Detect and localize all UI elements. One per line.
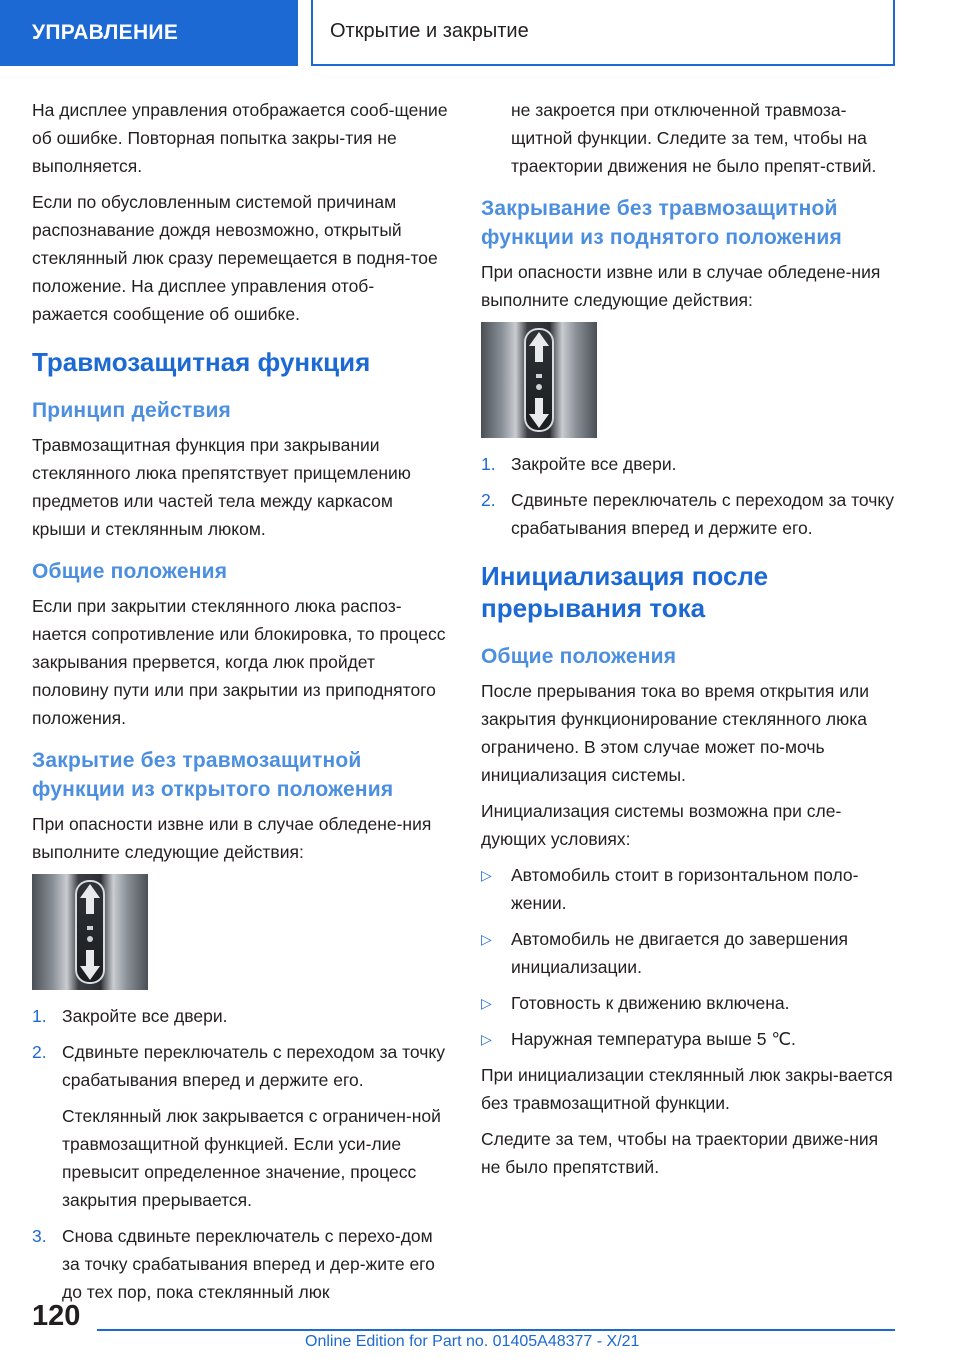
page-number: 120	[32, 1300, 81, 1332]
bullet-text: Готовность к движению включена.	[511, 993, 790, 1013]
paragraph: Инициализация системы возможна при сле-дующих условиях:	[481, 801, 842, 849]
bullet-arrow-icon: ▷	[481, 867, 492, 883]
edition-text: Online Edition for Part no. 01405A48377 - X/21	[305, 1333, 640, 1350]
step-text: Снова сдвиньте переключатель с перехо-дом за точку срабатывания вперед и дер-жите его до тех пор, пока стеклянный люк	[62, 1226, 435, 1302]
sunroof-switch-image	[481, 322, 597, 438]
step-item	[481, 450, 895, 478]
paragraph: На дисплее управления отображается сооб-щение об ошибке. Повторная попытка закры-тия не выполняется.	[32, 100, 448, 176]
step-number: 1.	[32, 1006, 47, 1026]
chapter-title: Открытие и закрытие	[330, 20, 529, 42]
subsection-heading: Принцип действия	[32, 399, 232, 422]
paragraph: При опасности извне или в случае обледене-ния выполните следующие действия:	[481, 262, 881, 310]
step-text: Сдвиньте переключатель с переходом за точку срабатывания вперед и держите его.	[62, 1042, 446, 1090]
paragraph: Травмозащитная функция при закрывании стеклянного люка препятствует прищемлению предметов или частей тела между каркасом крыши и стеклянным люком.	[32, 435, 411, 539]
step-text: Сдвиньте переключатель с переходом за точку срабатывания вперед и держите его.	[511, 490, 895, 538]
left-column	[32, 96, 450, 1314]
step-number: 2.	[481, 490, 496, 510]
step-number: 1.	[481, 454, 496, 474]
bullet-item	[481, 989, 895, 1017]
paragraph: Если при закрытии стеклянного люка распоз-нается сопротивление или блокировка, то процесс закрывания прервется, когда люк пройдет половину пути или при закрытии из приподнятого положения.	[32, 596, 446, 728]
bullet-arrow-icon: ▷	[481, 931, 492, 947]
right-column	[481, 96, 895, 1189]
paragraph: При инициализации стеклянный люк закры-вается без травмозащитной функции.	[481, 1065, 893, 1113]
step-text: Закройте все двери.	[62, 1006, 228, 1026]
bullet-text: Автомобиль не двигается до завершения инициализации.	[511, 929, 849, 977]
bullet-item	[481, 1025, 895, 1053]
subsection-heading: Общие положения	[32, 560, 228, 583]
subsection-heading: Общие положения	[481, 645, 677, 668]
step-number: 2.	[32, 1042, 47, 1062]
section-header: УПРАВЛЕНИЕ	[0, 0, 298, 66]
bullet-text: Наружная температура выше 5 ℃.	[511, 1029, 796, 1049]
bullet-item	[481, 925, 895, 981]
step-item	[32, 1222, 450, 1306]
step-item	[32, 1038, 450, 1094]
chapter-header	[311, 0, 895, 66]
sunroof-switch-image	[32, 874, 148, 990]
section-heading: Инициализация после прерывания тока	[481, 561, 769, 623]
paragraph: Если по обусловленным системой причинам распознавание дождя невозможно, открытый стеклянный люк сразу перемещается в подня-тое положение. На дисплее управления отоб-ражается сообщение об ошибке.	[32, 192, 438, 324]
subsection-heading: Закрывание без травмозащитной функции из поднятого положения	[481, 197, 842, 249]
step-note	[32, 1102, 450, 1214]
step-item	[32, 1002, 450, 1030]
paragraph: не закроется при отключенной травмоза-щитной функции. Следите за тем, чтобы на траектории движения не было препят-ствий.	[511, 100, 877, 176]
paragraph: После прерывания тока во время открытия или закрытия функционирование стеклянного люка ограничено. В этом случае может по-мочь инициализация системы.	[481, 681, 869, 785]
step-item	[481, 486, 895, 542]
bullet-text: Автомобиль стоит в горизонтальном поло-жении.	[511, 865, 859, 913]
bullet-arrow-icon: ▷	[481, 995, 492, 1011]
step-number: 3.	[32, 1226, 47, 1246]
step-text: Закройте все двери.	[511, 454, 677, 474]
bullet-item	[481, 861, 895, 917]
paragraph: Следите за тем, чтобы на траектории движе-ния не было препятствий.	[481, 1129, 879, 1177]
step-text: Стеклянный люк закрывается с ограничен-ной травмозащитной функцией. Если уси-лие превысит определенное значение, процесс закрытия прерывается.	[62, 1106, 441, 1210]
subsection-heading: Закрытие без травмозащитной функции из открытого положения	[32, 749, 394, 801]
bullet-arrow-icon: ▷	[481, 1031, 492, 1047]
section-heading: Травмозащитная функция	[32, 347, 371, 377]
paragraph: При опасности извне или в случае обледене-ния выполните следующие действия:	[32, 814, 432, 862]
footer-divider	[97, 1329, 895, 1331]
